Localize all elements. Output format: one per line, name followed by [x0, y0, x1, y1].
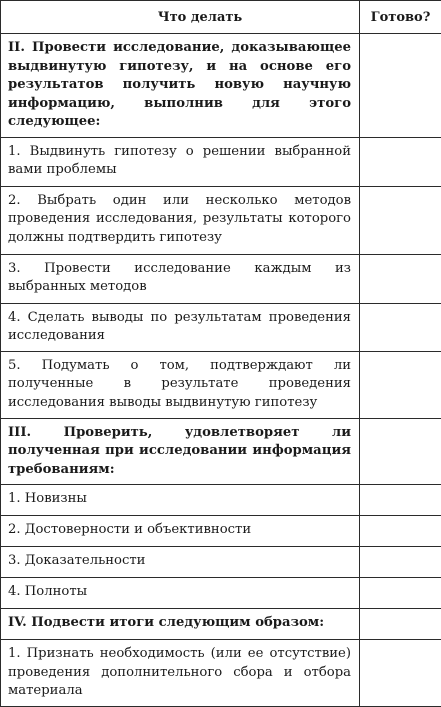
task-cell — [1, 516, 360, 547]
task-text: 2. Выбрать один или несколько методов проведения исследования, результаты которого должны подтвердить гипотезу — [1, 187, 359, 253]
task-row — [1, 254, 441, 303]
task-row — [1, 303, 441, 351]
section-cell — [1, 34, 360, 138]
task-cell — [1, 303, 360, 351]
done-checkbox-cell[interactable] — [360, 578, 441, 609]
task-row — [1, 351, 441, 418]
task-text: 3. Провести исследование каждым из выбранных методов — [1, 255, 359, 302]
task-row — [1, 640, 441, 707]
task-cell — [1, 351, 360, 418]
done-checkbox-cell[interactable] — [360, 137, 441, 186]
section-row — [1, 34, 441, 138]
section-row — [1, 418, 441, 485]
task-row — [1, 516, 441, 547]
task-text: 1. Признать необходимость (или ее отсутствие) проведения дополнительного сбора и отбора материала — [1, 640, 359, 706]
section-cell — [1, 609, 360, 640]
checklist-body — [1, 34, 441, 707]
task-text: 1. Выдвинуть гипотезу о решении выбранной вами проблемы — [1, 138, 359, 185]
section-heading: III. Проверить, удовлетворяет ли полученная при исследовании информация требованиям: — [1, 419, 359, 485]
table-header-row — [1, 1, 441, 34]
task-text: 1. Новизны — [1, 485, 359, 514]
task-cell — [1, 186, 360, 254]
done-checkbox-cell[interactable] — [360, 34, 441, 138]
done-checkbox-cell[interactable] — [360, 351, 441, 418]
task-row — [1, 186, 441, 254]
section-row — [1, 609, 441, 640]
task-row — [1, 485, 441, 516]
task-row — [1, 137, 441, 186]
done-checkbox-cell[interactable] — [360, 640, 441, 707]
done-checkbox-cell[interactable] — [360, 186, 441, 254]
task-cell — [1, 485, 360, 516]
column-header-done: Готово? — [360, 1, 441, 34]
task-text: 4. Полноты — [1, 578, 359, 607]
section-heading: IV. Подвести итоги следующим образом: — [1, 609, 359, 638]
task-cell — [1, 578, 360, 609]
task-text: 2. Достоверности и объективности — [1, 516, 359, 545]
task-cell — [1, 137, 360, 186]
done-checkbox-cell[interactable] — [360, 609, 441, 640]
done-checkbox-cell[interactable] — [360, 254, 441, 303]
section-heading: II. Провести исследование, доказывающее выдвинутую гипотезу, и на основе его результатов получить новую научную информацию, выполнив для этого следующее: — [1, 34, 359, 137]
done-checkbox-cell[interactable] — [360, 485, 441, 516]
task-text: 4. Сделать выводы по результатам проведения исследования — [1, 304, 359, 351]
task-row — [1, 547, 441, 578]
task-cell — [1, 547, 360, 578]
task-cell — [1, 254, 360, 303]
task-text: 5. Подумать о том, подтверждают ли полученные в результате проведения исследования выводы выдвинутую гипотезу — [1, 352, 359, 418]
column-header-task: Что делать — [1, 1, 360, 34]
done-checkbox-cell[interactable] — [360, 547, 441, 578]
done-checkbox-cell[interactable] — [360, 303, 441, 351]
done-checkbox-cell[interactable] — [360, 418, 441, 485]
task-cell — [1, 640, 360, 707]
section-cell — [1, 418, 360, 485]
task-text: 3. Доказательности — [1, 547, 359, 576]
done-checkbox-cell[interactable] — [360, 516, 441, 547]
task-row — [1, 578, 441, 609]
